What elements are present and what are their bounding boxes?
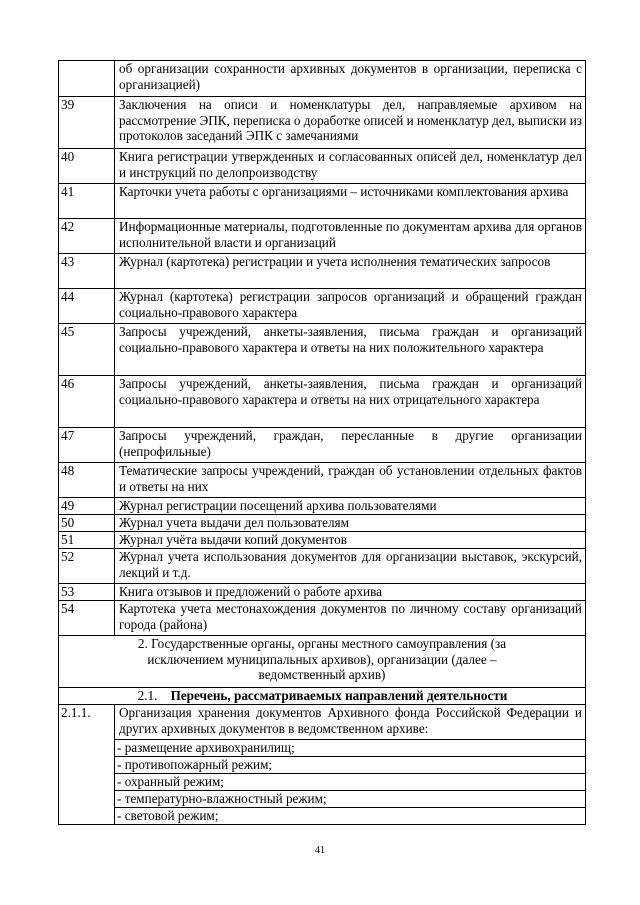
item-text: Организация хранения документов Архивного фонда Российской Федерации и других архивных документов в ведомственном архиве:: [115, 705, 586, 740]
row-text: Картотека учета местонахождения документов по личному составу организаций города (района): [115, 601, 586, 636]
row-number: 43: [59, 254, 115, 289]
row-number: 42: [59, 219, 115, 254]
table-row: [59, 219, 586, 254]
item-row: [59, 705, 586, 740]
row-number: 49: [59, 498, 115, 515]
row-number: 44: [59, 289, 115, 324]
row-number: 41: [59, 184, 115, 219]
row-number: 53: [59, 584, 115, 601]
subitem-row: [59, 808, 586, 825]
document-page: [58, 60, 586, 825]
row-text: Журнал учёта выдачи копий документов: [115, 532, 586, 549]
subsection-number: 2.1.: [137, 688, 158, 703]
row-number: 52: [59, 549, 115, 584]
row-text: Запросы учреждений, граждан, пересланные в другие организации (непрофильные): [115, 428, 586, 463]
row-text: Журнал учета использования документов для организации выставок, экскурсий, лекций и т.д.: [115, 549, 586, 584]
table-row: [59, 149, 586, 184]
row-text: Книга отзывов и предложений о работе архива: [115, 584, 586, 601]
table-row: [59, 532, 586, 549]
table-row: [59, 97, 586, 149]
row-number: 45: [59, 324, 115, 376]
table-row: [59, 463, 586, 498]
row-text: Информационные материалы, подготовленные по документам архива для органов исполнительной власти и организаций: [115, 219, 586, 254]
table-row: [59, 254, 586, 289]
table-row: [59, 428, 586, 463]
subitem-text: - температурно-влажностный режим;: [115, 791, 586, 808]
table-row: [59, 515, 586, 532]
table-row: [59, 376, 586, 428]
row-text: Тематические запросы учреждений, граждан об установлении отдельных фактов и ответы на них: [115, 463, 586, 498]
row-text: Заключения на описи и номенклатуры дел, направляемые архивом на рассмотрение ЭПК, переписка о доработке описей и номенклатур дел, выписки из протоколов заседаний ЭПК с замечаниями: [115, 97, 586, 149]
row-number: 39: [59, 97, 115, 149]
subitem-row: [59, 740, 586, 757]
subitem-row: [59, 791, 586, 808]
table-row: [59, 184, 586, 219]
subitem-text: - размещение архивохранилищ;: [115, 740, 586, 757]
page-number: 41: [315, 845, 325, 856]
subsection-row: [59, 688, 586, 705]
row-number: 54: [59, 601, 115, 636]
row-text: Журнал (картотека) регистрации запросов организаций и обращений граждан социально-правового характера: [115, 289, 586, 324]
table-row: [59, 584, 586, 601]
subitem-row: [59, 757, 586, 774]
table-row: [59, 289, 586, 324]
row-number: 50: [59, 515, 115, 532]
row-number: 48: [59, 463, 115, 498]
table-row: [59, 549, 586, 584]
table-row: [59, 601, 586, 636]
subitem-row: [59, 774, 586, 791]
subitem-text: - охранный режим;: [115, 774, 586, 791]
table-row: [59, 61, 586, 97]
row-number: 46: [59, 376, 115, 428]
table-row: [59, 324, 586, 376]
section-row: [59, 636, 586, 688]
row-number: 51: [59, 532, 115, 549]
subsection-heading: [59, 688, 586, 705]
records-table: [58, 60, 586, 825]
row-text: Журнал регистрации посещений архива пользователями: [115, 498, 586, 515]
row-text: Книга регистрации утвержденных и согласованных описей дел, номенклатур дел и инструкций по делопроизводству: [115, 149, 586, 184]
row-text: Журнал (картотека) регистрации и учета исполнения тематических запросов: [115, 254, 586, 289]
subsection-title: Перечень, рассматриваемых направлений деятельности: [170, 688, 508, 703]
row-text: Журнал учета выдачи дел пользователям: [115, 515, 586, 532]
subitem-text: - световой режим;: [115, 808, 586, 825]
row-number: 40: [59, 149, 115, 184]
row-number: 47: [59, 428, 115, 463]
subitem-text: - противопожарный режим;: [115, 757, 586, 774]
section-heading: 2. Государственные органы, органы местного самоуправления (за исключением муниципальных архивов), организации (далее – ведомственный архив): [59, 636, 586, 688]
row-text: Запросы учреждений, анкеты-заявления, письма граждан и организаций социально-правового характера и ответы на них положительного характера: [115, 324, 586, 376]
row-text: Запросы учреждений, анкеты-заявления, письма граждан и организаций социально-правового характера и ответы на них отрицательного характера: [115, 376, 586, 428]
row-text: Карточки учета работы с организациями – источниками комплектования архива: [115, 184, 586, 219]
item-number: 2.1.1.: [59, 705, 115, 825]
table-row: [59, 498, 586, 515]
row-text: об организации сохранности архивных документов в организации, переписка с организацией): [115, 61, 586, 97]
row-number: [59, 61, 115, 97]
